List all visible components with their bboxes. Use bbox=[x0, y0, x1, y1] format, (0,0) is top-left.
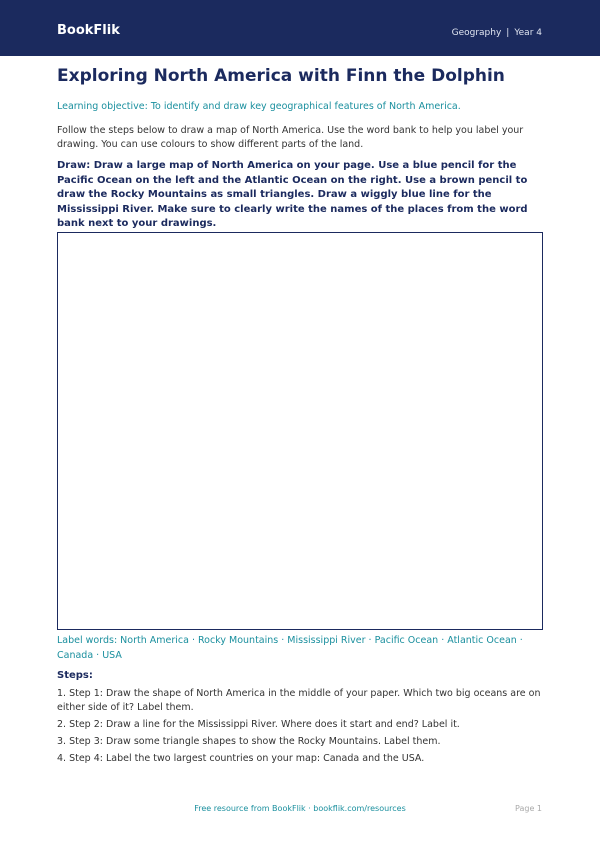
page-title: Exploring North America with Finn the Dolphin bbox=[57, 66, 505, 86]
page-number: Page 1 bbox=[515, 804, 542, 813]
steps-list bbox=[57, 687, 545, 769]
brand-logo[interactable]: BookFlik bbox=[57, 23, 120, 38]
subject-label: Geography bbox=[451, 28, 502, 38]
word-bank: Label words: North America · Rocky Mountains · Mississippi River · Pacific Ocean · Atlantic Ocean · Canada · USA bbox=[57, 635, 523, 661]
header-bar bbox=[0, 0, 600, 56]
learning-objective: Learning objective: To identify and draw key geographical features of North America. bbox=[57, 101, 461, 112]
intro-text: Follow the steps below to draw a map of North America. Use the word bank to help you label your drawing. You can use colours to show different parts of the land. bbox=[57, 125, 524, 150]
header-meta bbox=[452, 26, 542, 40]
step-item: 1. Step 1: Draw the shape of North America in the middle of your paper. Which two big oceans are on either side of it? Label them. bbox=[57, 688, 541, 713]
drawing-area[interactable] bbox=[57, 232, 543, 630]
steps-heading: Steps: bbox=[57, 670, 93, 681]
step-item: 4. Step 4: Label the two largest countries on your map: Canada and the USA. bbox=[57, 753, 425, 764]
footer-link[interactable]: Free resource from BookFlik · bookflik.com/resources bbox=[194, 804, 406, 813]
year-label: Year 4 bbox=[514, 28, 542, 38]
step-item: 3. Step 3: Draw some triangle shapes to show the Rocky Mountains. Label them. bbox=[57, 736, 441, 747]
meta-separator: | bbox=[506, 28, 510, 38]
draw-instruction: Draw: Draw a large map of North America on your page. Use a blue pencil for the Pacific Ocean on the left and the Atlantic Ocean on the right. Use a brown pencil to draw the Rocky Mountains as small triangles. Draw a wiggly blue line for the Mississippi River. Make sure to clearly write the names of the places from the word bank next to your drawings. bbox=[57, 160, 528, 229]
step-item: 2. Step 2: Draw a line for the Mississippi River. Where does it start and end? Label it. bbox=[57, 719, 460, 730]
